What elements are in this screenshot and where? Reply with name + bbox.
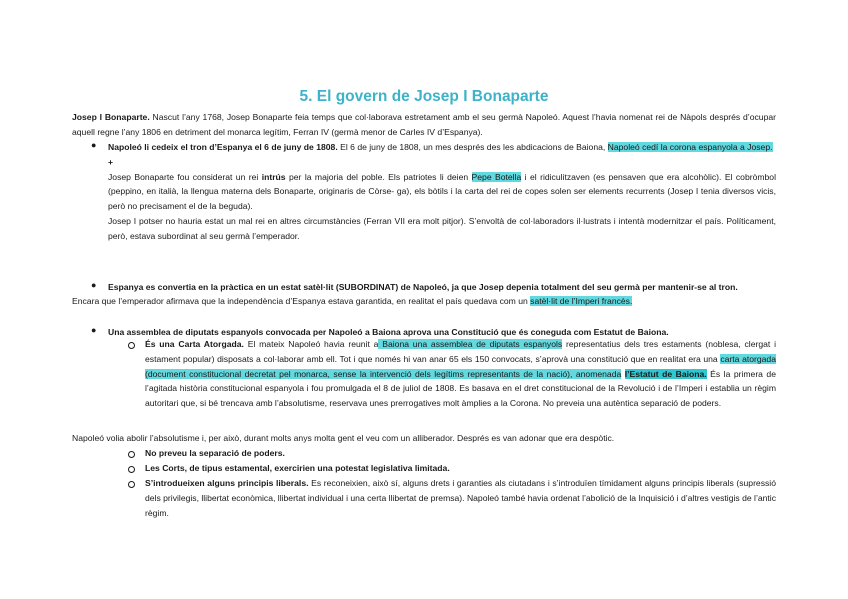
sub-bullet-4 — [145, 476, 776, 520]
sub-bullet-circle-3 — [128, 466, 135, 473]
b1-para-2: Josep I potser no hauria estat un mal rei en altres circumstàncies (Ferran VII era molt pitjor). S’envoltà de col·laboradors il·lustrats i intentà modernitzar el país. Políticament, però, estava subordinat al seu germà l’emperador. — [108, 215, 776, 241]
b1-p1-highlight: Pepe Botella — [471, 171, 522, 182]
intro-paragraph — [72, 110, 776, 140]
s1b: representatius dels tres estaments (noblesa, clergat i estament popular) disposats a col·laborar amb ell. Tot i que només hi van anar 65 els 150 convocats, s’aprovà una constitució que en realitat era una — [145, 339, 776, 364]
bullet-dot-3: ● — [91, 325, 97, 335]
s1-highlight-2: carta atorgada (document constitucional decretat pel monarca, sense la intervenció dels legítims representants de la nació), anomenada — [145, 353, 776, 379]
sub-bullet-2 — [145, 446, 776, 461]
b3-bold: Una assemblea de diputats espanyols convocada per Napoleó a Baiona aprova una Constitució que és coneguda com Estatut de Baiona. — [108, 327, 669, 337]
b1-p1a: Josep Bonaparte fou considerat un rei — [108, 171, 262, 182]
b1-text: El 6 de juny de 1808, un mes després des les abdicacions de Baiona, — [337, 142, 608, 152]
b2-after-text: Encara que l’emperador afirmava que la independència d’Espanya estava garantida, en realitat el país quedava com un — [72, 296, 531, 306]
bullet-dot-1: ● — [91, 140, 97, 150]
intro-bold: Josep I Bonaparte. — [72, 112, 150, 122]
sub-bullet-circle-4 — [128, 481, 135, 488]
b2-bold: Espanya es convertia en la pràctica en un estat satèl·lit (SUBORDINAT) de Napoleó, ja que Josep depenia totalment del seu germà per mantenir-se al tron. — [108, 282, 738, 292]
sub-bullet-circle-2 — [128, 451, 135, 458]
bullet-2 — [108, 280, 776, 295]
bullet-dot-2: ● — [91, 280, 97, 290]
s1-bold: És una Carta Atorgada. — [145, 339, 244, 349]
s2-bold: No preveu la separació de poders. — [145, 448, 285, 458]
s1a: El mateix Napoleó havia reunit a — [243, 339, 379, 349]
intro-text: Nascut l’any 1768, Josep Bonaparte feia temps que col·laborava estretament amb el seu germà Napoleó. Aquest l’havia nomenat rei de Nàpols després d’ocupar aquell regne l’any 1806 en detriment del monarca legítim, Ferran IV (germà menor de Carles IV d’Espanya). — [72, 112, 776, 137]
b1-highlight: Napoleó cedí la corona espanyola a Josep. — [607, 142, 773, 152]
b1-plus: + — [108, 156, 114, 167]
s3-bold: Les Corts, de tipus estamental, exercirien una potestat legislativa limitada. — [145, 463, 450, 473]
b2-after-paragraph — [72, 294, 776, 309]
b1-bold: Napoleó li cedeix el tron d’Espanya el 6 de juny de 1808. — [108, 142, 338, 152]
s1c: És la primera de l’agitada història constitucional espanyola i fou promulgada el 8 de juliol de 1808. Es basava en el dret constitucional de la Revolució i de l’Imperi i establia un règim autoritari que, si bé trencava amb l’absolutisme, reservava unes prerrogatives molt àmplies a la Corona. No preveia una autèntica separació de poders. — [145, 368, 776, 409]
sub-bullet-3 — [145, 461, 776, 476]
b1-para-1 — [108, 170, 776, 214]
b1-p1c: i el ridiculitzaven (es pensaven que era alcohòlic). El cobròmbol (peppino, en italià, la llengua materna dels Bonaparte, originaris de Còrse- ga), els bòtils i la carta del rei de copes solen ser elements recurrents (Josep I tenia diversos vicis, però no precisament el de la beguda). — [108, 171, 776, 212]
bullet-1 — [108, 140, 776, 244]
s1-highlight-3: l’Estatut de Baiona. — [624, 368, 707, 379]
b1-p1-bold: intrús — [261, 171, 286, 182]
s4-text: Es reconeixien, això sí, alguns drets i garanties als ciutadans i s’introduïen tímidament alguns principis liberals (supressió dels privilegis, llibertat econòmica, llibertat individual i una certa llibertat de premsa). Napoleó també havia ordenat l’abolició de la Inquisició i d’altres vestigis de l’antic règim. — [145, 478, 777, 518]
section-title: 5. El govern de Josep I Bonaparte — [299, 88, 549, 105]
b2-after-highlight: satèl·lit de l’Imperi francès. — [530, 296, 633, 306]
s1-highlight: Baiona una assemblea de diputats espanyols — [378, 339, 563, 349]
note-paragraph: Napoleó volia abolir l’absolutisme i, per això, durant molts anys molta gent el veu com un alliberador. Després es van adonar que era despòtic. — [72, 433, 615, 443]
s4-bold: S’introdueixen alguns principis liberals. — [145, 478, 309, 488]
b1-p1b: per la majoria del poble. Els patriotes li deien — [285, 171, 472, 182]
sub-bullet-circle-1 — [128, 342, 135, 349]
sub-bullet-1 — [145, 337, 776, 411]
